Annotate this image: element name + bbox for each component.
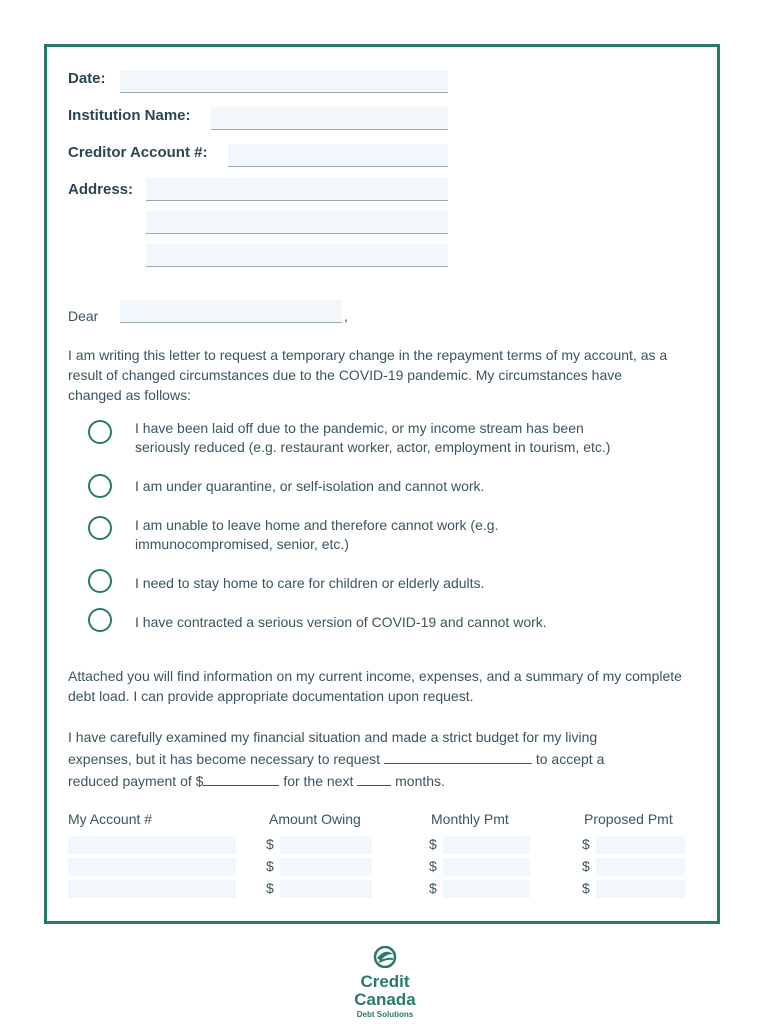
budget-line-3-text: reduced payment of $ <box>68 773 204 789</box>
proposed-pmt-cell[interactable] <box>596 836 685 854</box>
currency-sign: $ <box>582 836 590 852</box>
option-text-line: seriously reduced (e.g. restaurant worker, actor, employment in tourism, etc.) <box>135 439 611 455</box>
credit-canada-logo <box>330 946 440 1021</box>
currency-sign: $ <box>582 858 590 874</box>
account-number-cell[interactable] <box>68 836 236 854</box>
currency-sign: $ <box>266 858 274 874</box>
logo-subtitle: Debt Solutions <box>356 1010 414 1019</box>
column-header-account: My Account # <box>68 811 153 827</box>
option-text-line: I am unable to leave home and therefore cannot work (e.g. <box>135 517 499 533</box>
option-text-line: immunocompromised, senior, etc.) <box>135 536 349 552</box>
option-radio-unable-to-leave[interactable] <box>88 516 112 540</box>
monthly-pmt-cell[interactable] <box>443 858 530 876</box>
amount-owing-cell[interactable] <box>280 880 372 898</box>
option-text-line: I am under quarantine, or self-isolation and cannot work. <box>135 478 485 494</box>
date-field[interactable] <box>120 70 448 93</box>
address-field-line-2[interactable] <box>146 211 448 234</box>
recipient-name-field[interactable] <box>120 300 342 323</box>
attached-paragraph: Attached you will find information on my current income, expenses, and a summary of my complete debt load. I can provide appropriate documentation upon request. <box>68 668 682 704</box>
column-header-proposed-pmt: Proposed Pmt <box>584 811 673 827</box>
currency-sign: $ <box>429 858 437 874</box>
request-party-blank[interactable] <box>384 749 532 764</box>
option-radio-contracted-covid[interactable] <box>88 608 112 632</box>
option-radio-quarantine[interactable] <box>88 474 112 498</box>
column-header-amount-owing: Amount Owing <box>269 811 361 827</box>
address-label: Address: <box>68 181 134 198</box>
currency-sign: $ <box>429 836 437 852</box>
reduced-payment-blank[interactable] <box>203 771 279 786</box>
budget-line-2-end: to accept a <box>535 751 605 767</box>
months-count-blank[interactable] <box>357 771 391 786</box>
monthly-pmt-cell[interactable] <box>443 880 530 898</box>
institution-name-field[interactable] <box>211 107 448 130</box>
budget-line-3 <box>68 771 445 791</box>
option-radio-laid-off[interactable] <box>88 420 112 444</box>
budget-line-2-text: expenses, but it has become necessary to request <box>68 751 381 767</box>
logo-name: Credit Canada <box>354 972 416 1009</box>
creditor-account-field[interactable] <box>228 144 448 167</box>
option-radio-care-for-others[interactable] <box>88 569 112 593</box>
leaf-logo-icon <box>371 946 399 968</box>
currency-sign: $ <box>266 836 274 852</box>
institution-name-label: Institution Name: <box>68 107 191 124</box>
currency-sign: $ <box>582 880 590 896</box>
amount-owing-cell[interactable] <box>280 858 372 876</box>
intro-paragraph: I am writing this letter to request a temporary change in the repayment terms of my account, as a result of changed circumstances due to the COVID-19 pandemic. My circumstances have changed as follows: <box>68 347 668 403</box>
salutation-comma: , <box>344 308 348 324</box>
budget-line-2 <box>68 749 604 769</box>
budget-line-3-mid: for the next <box>283 773 354 789</box>
budget-line-1: I have carefully examined my financial situation and made a strict budget for my living <box>68 729 598 745</box>
account-number-cell[interactable] <box>68 858 236 876</box>
proposed-pmt-cell[interactable] <box>596 858 685 876</box>
option-text-line: I need to stay home to care for children or elderly adults. <box>135 575 485 591</box>
option-text-line: I have contracted a serious version of COVID-19 and cannot work. <box>135 614 547 630</box>
address-field-line-3[interactable] <box>146 244 448 267</box>
budget-line-3-end: months. <box>395 773 445 789</box>
date-label: Date: <box>68 70 106 87</box>
option-text-line: I have been laid off due to the pandemic, or my income stream has been <box>135 420 584 436</box>
amount-owing-cell[interactable] <box>280 836 372 854</box>
currency-sign: $ <box>266 880 274 896</box>
creditor-account-label: Creditor Account #: <box>68 144 208 161</box>
account-number-cell[interactable] <box>68 880 236 898</box>
currency-sign: $ <box>429 880 437 896</box>
proposed-pmt-cell[interactable] <box>596 880 685 898</box>
salutation-dear: Dear <box>68 308 99 324</box>
column-header-monthly-pmt: Monthly Pmt <box>431 811 509 827</box>
address-field-line-1[interactable] <box>146 178 448 201</box>
monthly-pmt-cell[interactable] <box>443 836 530 854</box>
